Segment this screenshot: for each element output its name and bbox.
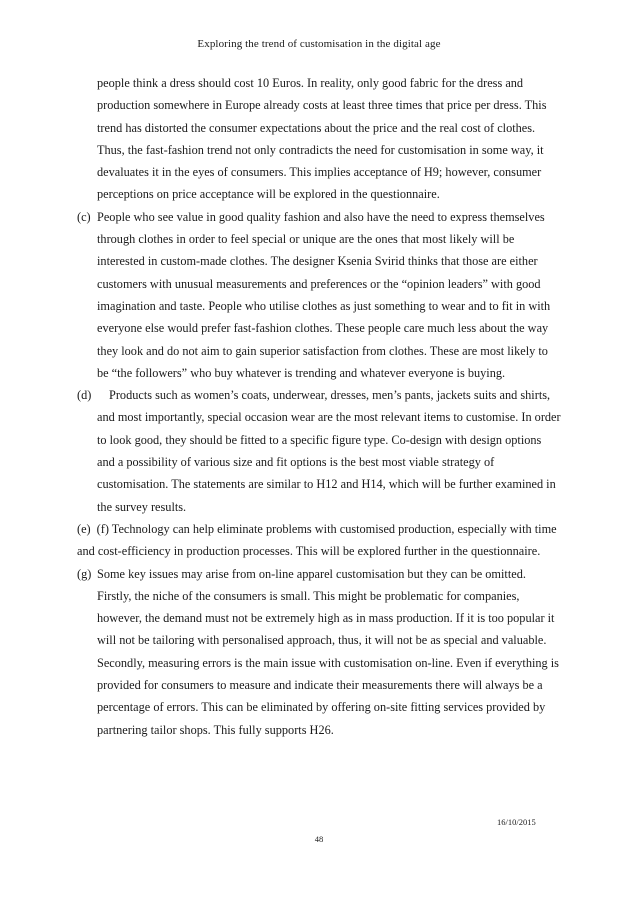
list-item-d: [77, 384, 561, 518]
list-item-e: [77, 518, 561, 563]
footer-date: 16/10/2015: [497, 817, 536, 827]
list-marker: (d): [77, 388, 92, 403]
list-marker: (e): [77, 521, 91, 536]
continuation-paragraph: people think a dress should cost 10 Euros. In reality, only good fabric for the dress and production somewhere in Europe already costs at least three times that price per dress. This trend has distorted the consumer expectations about the price and the real cost of clothes. Thus, the fast-fashion trend not only contradicts the need for customisation in some way, it devaluates it in the eyes of consumers. This implies acceptance of H9; however, consumer perceptions on price acceptance will be explored in the questionnaire.: [97, 76, 547, 202]
list-item-text: Some key issues may arise from on-line apparel customisation but they can be omitted. Firstly, the niche of the consumers is small. This might be problematic for companies, however, the demand must not be extremely high as in mass production. If it is too popular it will not be tailoring with personalised approach, thus, it will not be as special and valuable. Secondly, measuring errors is the main issue with customisation on-line. Even if everything is provided for consumers to measure and indicate their measurements there will always be a percentage of errors. This can be eliminated by offering on-site fitting services provided by partnering tailor shops. This fully supports H26.: [97, 566, 559, 737]
list-marker: (g): [77, 566, 92, 581]
list-item-c: [77, 206, 561, 384]
running-header: Exploring the trend of customisation in the digital age: [197, 38, 441, 50]
list-item-text: Products such as women’s coats, underwear, dresses, men’s pants, jackets suits and shirts, and most importantly, special occasion wear are the most relevant items to customise. In order to look good, they should be fitted to a specific figure type. Co-design with design options and a possibility of various size and fit options is the best most viable strategy of customisation. The statements are similar to H12 and H14, which will be further examined in the survey results.: [97, 388, 561, 514]
body-text: [77, 72, 561, 741]
list-marker: (c): [77, 209, 91, 224]
list-item-g: [77, 563, 561, 741]
page-number: 48: [314, 834, 324, 844]
list-item-text: People who see value in good quality fashion and also have the need to express themselves through clothes in order to feel special or unique are the ones that most likely will be interested in custom-made clothes. The designer Ksenia Svirid thinks that those are either customers with unusual measurements and preferences or the “opinion leaders” with good imagination and taste. People who utilise clothes as just something to wear and to fit in with everyone else would prefer fast-fashion clothes. These people care much less about the way they look and do not aim to gain superior satisfaction from clothes. These are most likely to be “the followers” who buy whatever is trending and whatever everyone is buying.: [97, 209, 551, 380]
list-item-text: (f) Technology can help eliminate problems with customised production, especially with time and cost-efficiency in production processes. This will be explored further in the questionnaire.: [77, 521, 557, 559]
